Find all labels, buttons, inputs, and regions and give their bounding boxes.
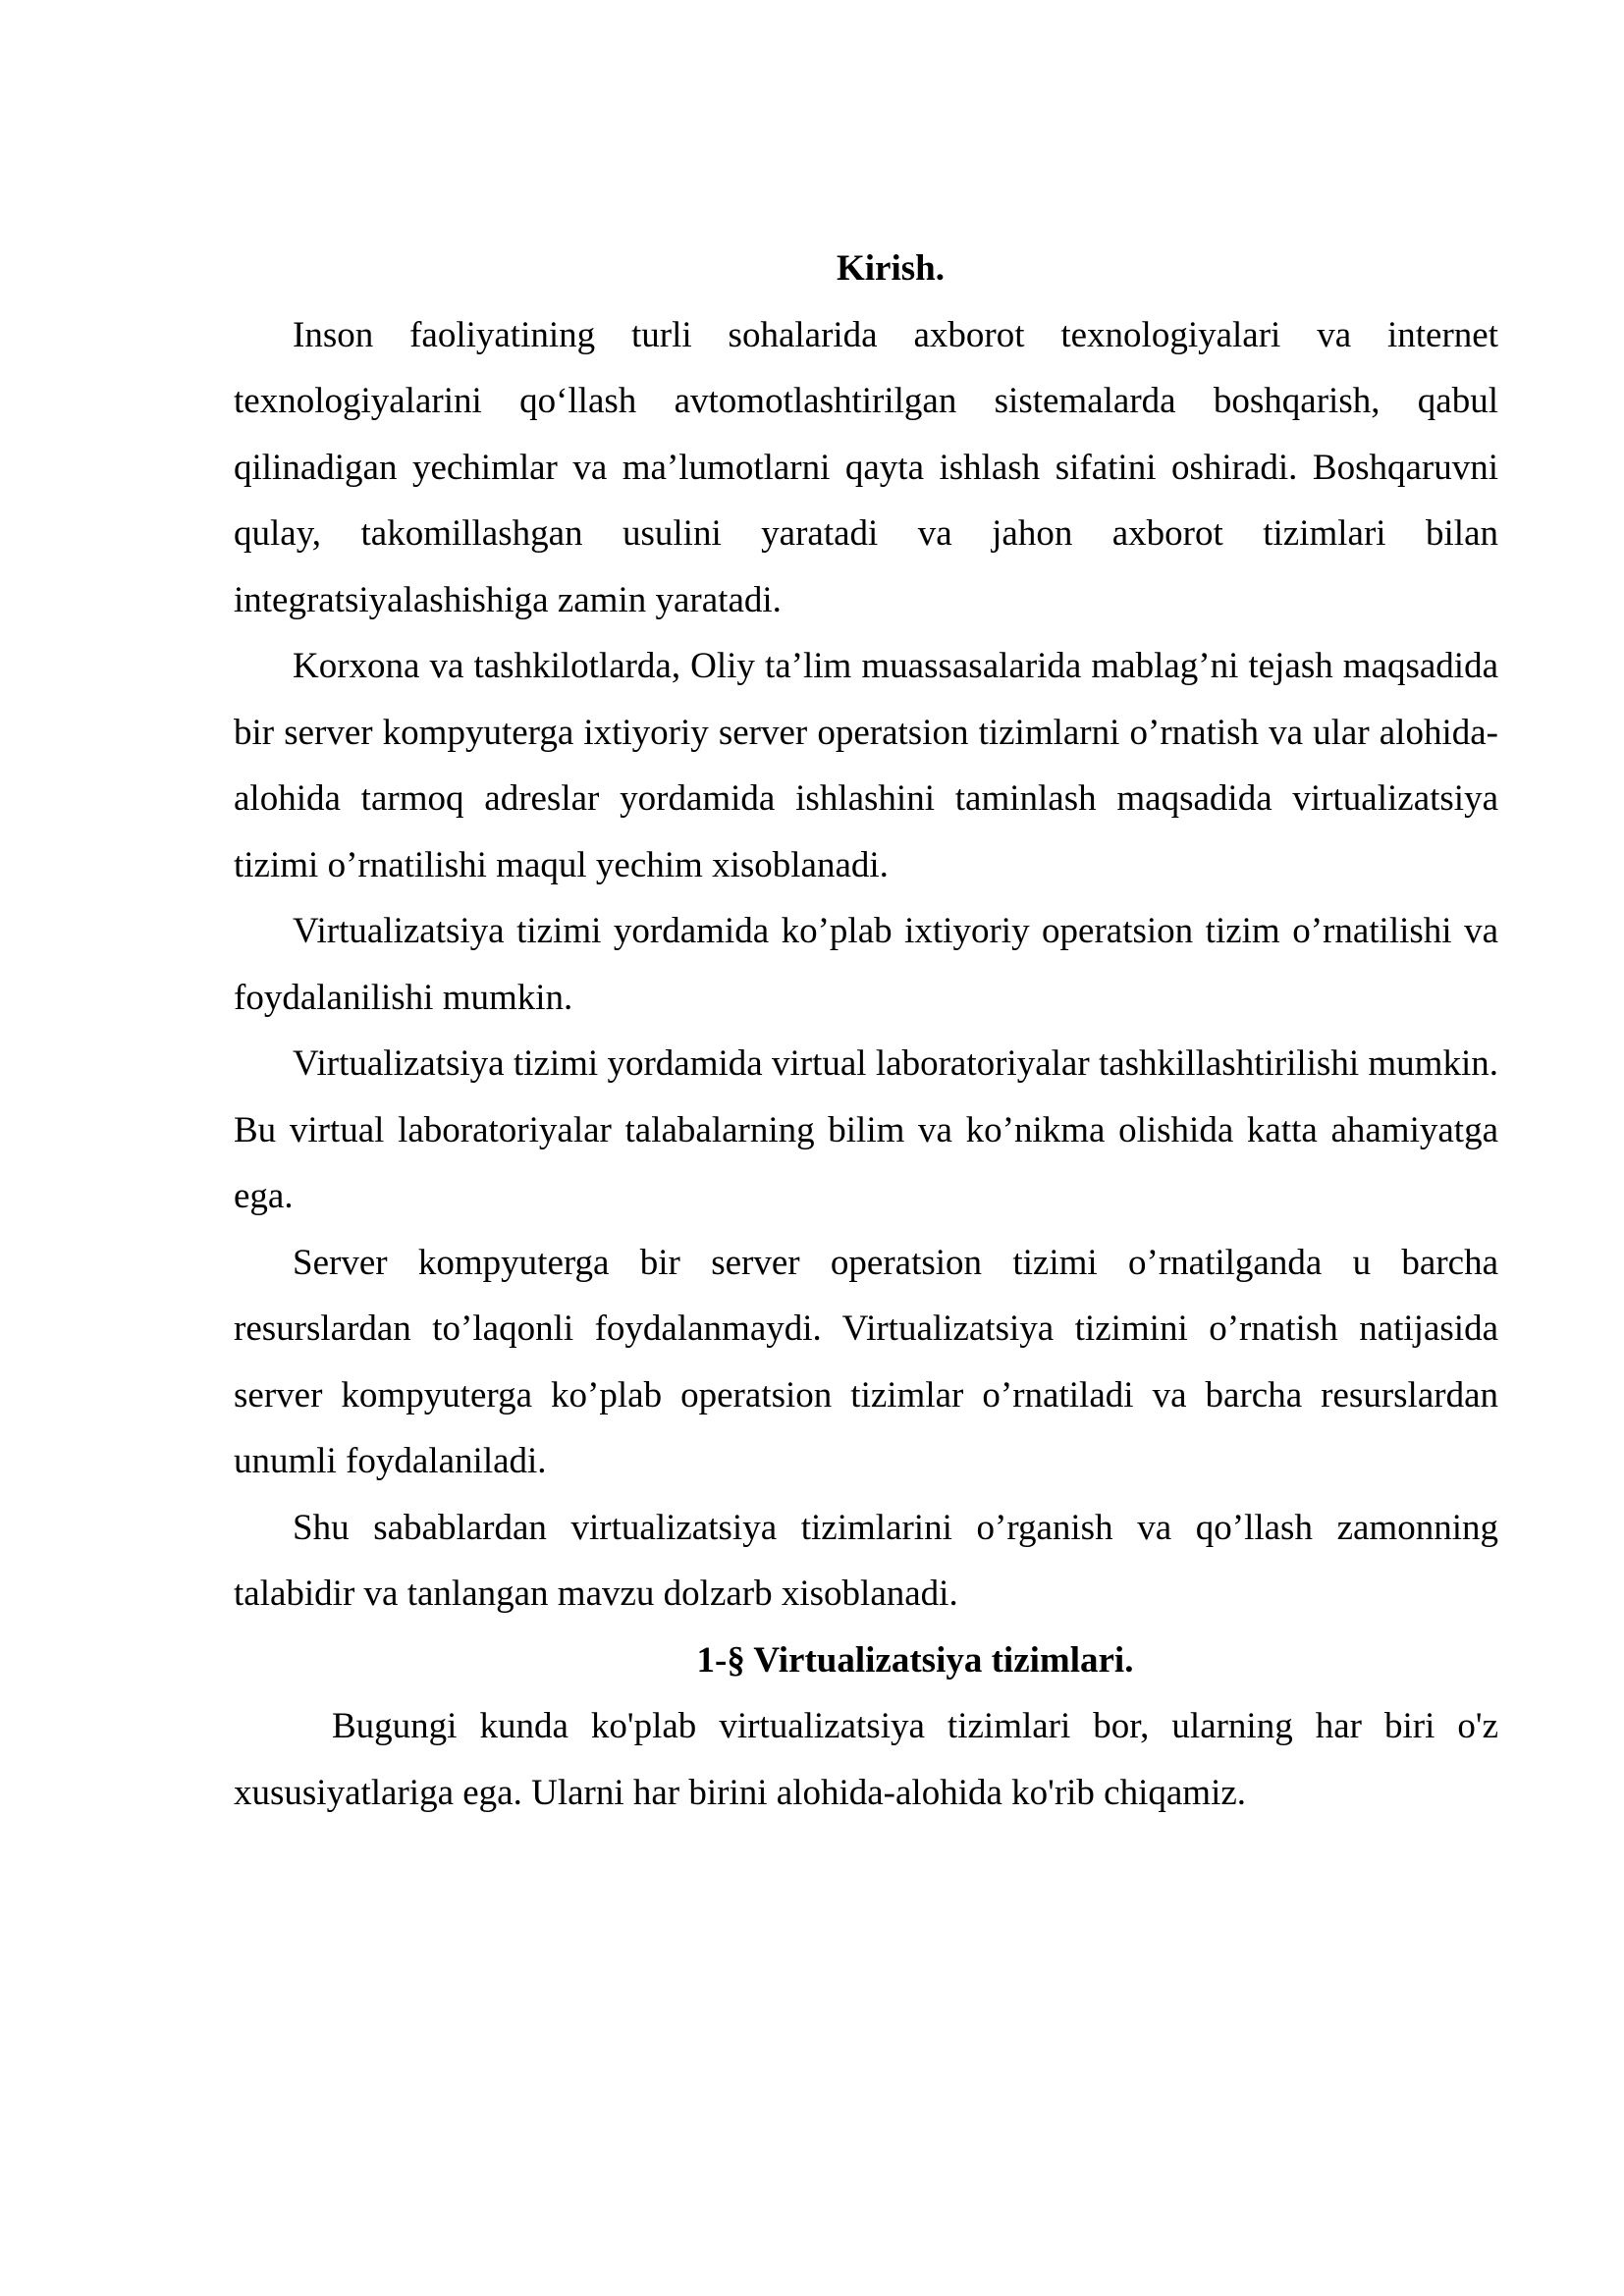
paragraph: Virtualizatsiya tizimi yordamida virtual laboratoriyalar tashkillashtirilishi mumkin. Bu virtual laboratoriyalar talabalarning bilim va ko’nikma olishida katta ahamiyatga ega. [234, 1043, 1498, 1216]
paragraph: Korxona va tashkilotlarda, Oliy ta’lim muassasalarida mablag’ni tejash maqsadida bir server kompyuterga ixtiyoriy server operatsion tizimlarni o’rnatish va ular alohida-alohida tarmoq adreslar yordamida ishlashini taminlash maqsadida virtualizatsiya tizimi o’rnatilishi maqul yechim xisoblanadi. [234, 646, 1498, 885]
section-paragraph: Bugungi kunda ko'plab virtualizatsiya tizimlari bor, ularning har biri o'z xususiyatlariga ega. Ularni har birini alohida-alohida ko'rib chiqamiz. [234, 1706, 1498, 1813]
paragraph: Inson faoliyatining turli sohalarida axborot texnologiyalari va internet texnologiyalarini qo‘llash avtomotlashtirilgan sistemalarda boshqarish, qabul qilinadigan yechimlar va ma’lumotlarni qayta ishlash sifatini oshiradi. Boshqaruvni qulay, takomillashgan usulini yaratadi va jahon axborot tizimlari bilan integratsiyalashishiga zamin yaratadi. [234, 314, 1498, 620]
paragraph: Shu sabablardan virtualizatsiya tizimlarini o’rganish va qo’llash zamonning talabidir va tanlangan mavzu dolzarb xisoblanadi. [234, 1507, 1498, 1614]
intro-heading: Kirish. [837, 248, 945, 289]
section-heading: 1-§ Virtualizatsiya tizimlari. [696, 1639, 1134, 1681]
paragraph: Virtualizatsiya tizimi yordamida ko’plab ixtiyoriy operatsion tizim o’rnatilishi va foydalanilishi mumkin. [234, 911, 1498, 1018]
paragraph: Server kompyuterga bir server operatsion tizimi o’rnatilganda u barcha resurslardan to’laqonli foydalanmaydi. Virtualizatsiya tizimini o’rnatish natijasida server kompyuterga ko’plab operatsion tizimlar o’rnatiladi va barcha resurslardan unumli foydalaniladi. [234, 1242, 1498, 1481]
document-page [234, 236, 1498, 1826]
